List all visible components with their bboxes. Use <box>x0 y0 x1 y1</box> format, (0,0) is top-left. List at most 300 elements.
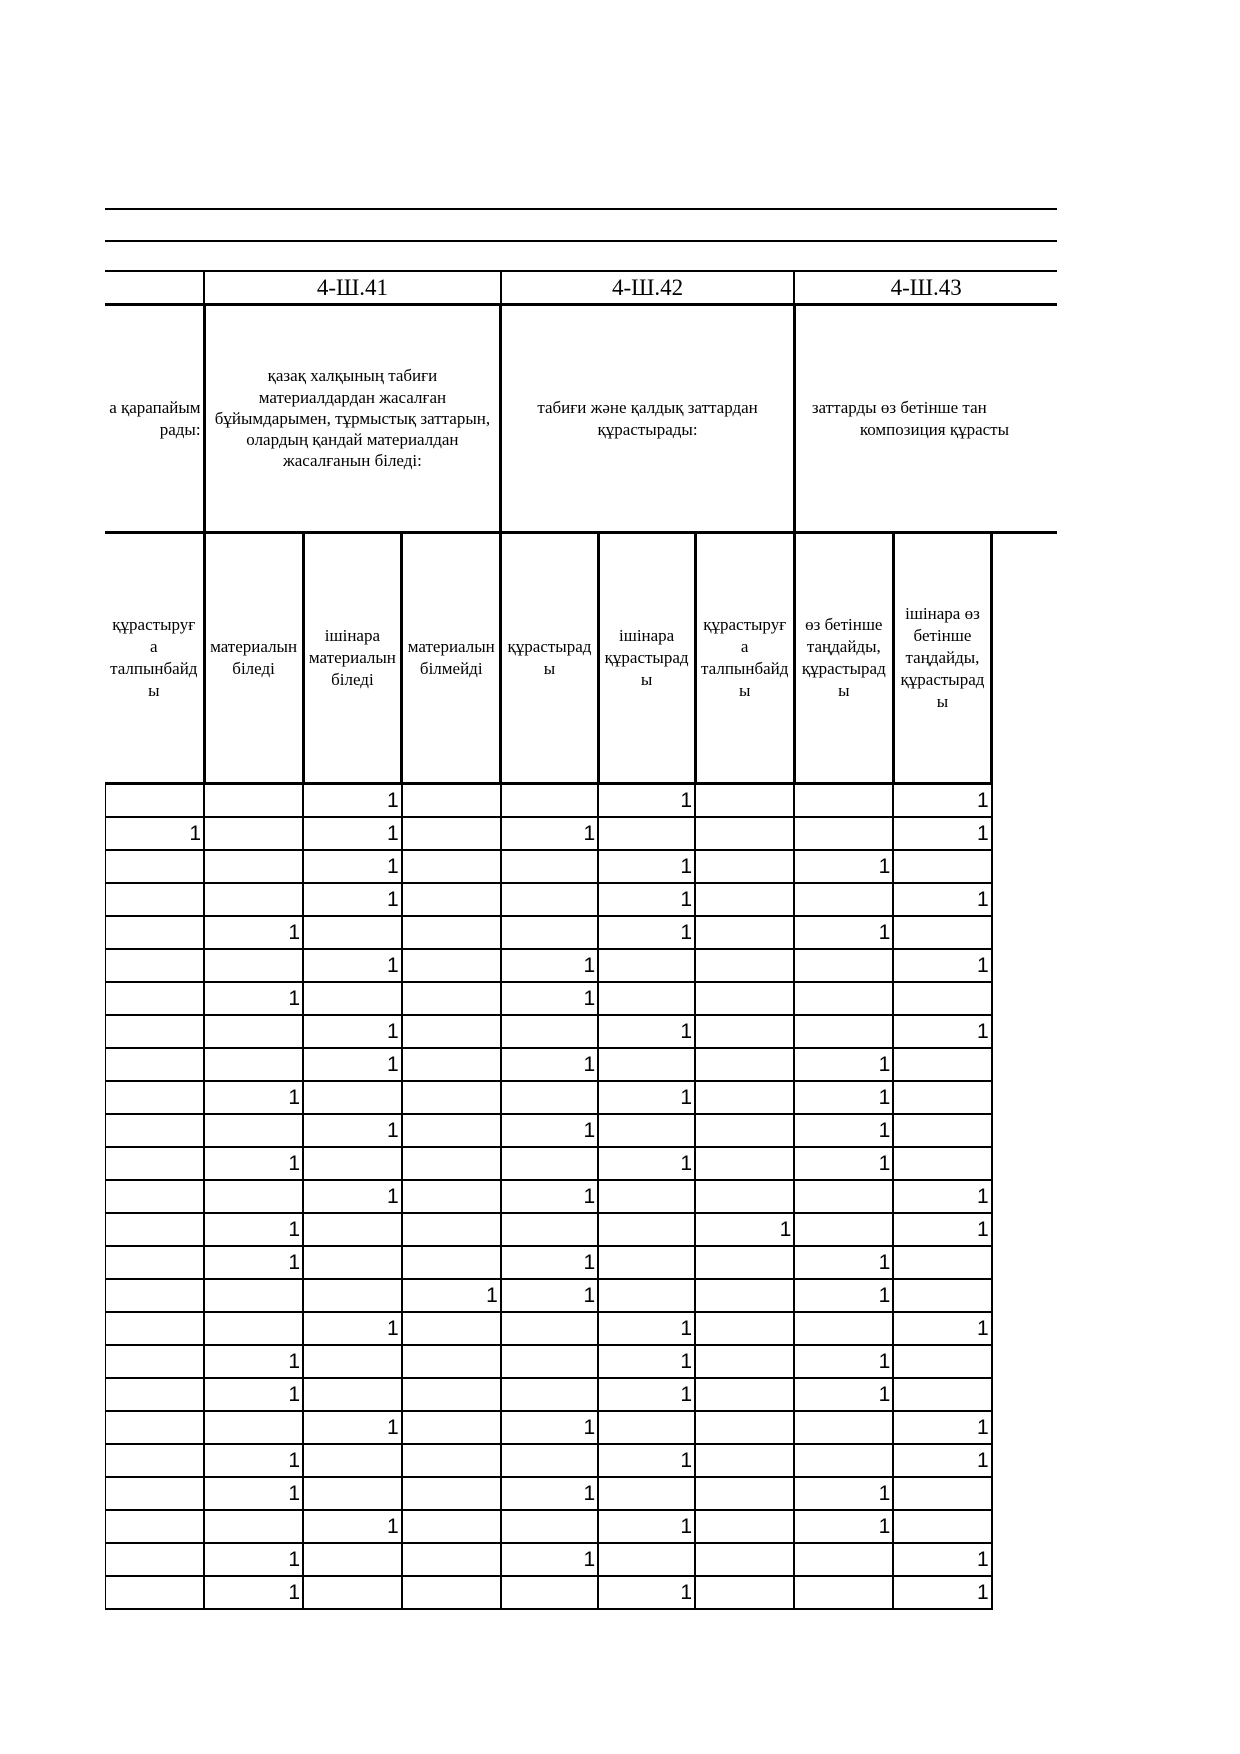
table-cell[interactable]: 1 <box>303 1510 402 1543</box>
table-cell[interactable] <box>501 1312 598 1345</box>
table-cell[interactable] <box>695 850 794 883</box>
table-cell[interactable] <box>402 1180 501 1213</box>
code-cell-prev <box>105 271 204 305</box>
table-cell[interactable]: 1 <box>598 1444 695 1477</box>
table-row <box>105 1279 1057 1312</box>
table-cell[interactable] <box>794 1213 893 1246</box>
code-row <box>105 271 1057 305</box>
table-cell[interactable] <box>794 817 893 850</box>
table-row <box>105 817 1057 850</box>
table-cell[interactable] <box>695 1312 794 1345</box>
description-41-text: қазақ халқының табиғи материалдардан жасалған бұйымдарымен, тұрмыстық заттарын, олардың қандай материалдан жасалғанын біледі: <box>214 366 491 471</box>
table-cell[interactable] <box>204 784 303 818</box>
table-cell[interactable]: 1 <box>501 1048 598 1081</box>
table-cell[interactable]: 1 <box>303 1114 402 1147</box>
subheader-line: таңдайды, <box>905 647 980 667</box>
table-cell[interactable] <box>402 1312 501 1345</box>
subheader-line: білмейді <box>419 659 483 678</box>
table-cell[interactable]: 1 <box>501 1411 598 1444</box>
table-cell[interactable] <box>105 1510 204 1543</box>
table-cell[interactable] <box>303 1213 402 1246</box>
table-cell[interactable] <box>204 1312 303 1345</box>
table-cell[interactable] <box>402 1477 501 1510</box>
table-cell[interactable] <box>105 1543 204 1576</box>
table-cell[interactable] <box>402 817 501 850</box>
table-row <box>105 784 1057 818</box>
table-cell-clipped <box>992 1444 1057 1477</box>
table-cell[interactable]: 1 <box>794 1279 893 1312</box>
table-cell[interactable] <box>501 784 598 818</box>
table-cell[interactable] <box>402 1345 501 1378</box>
table-cell[interactable]: 1 <box>794 1048 893 1081</box>
table-cell[interactable] <box>501 883 598 916</box>
table-cell[interactable] <box>695 1510 794 1543</box>
table-cell[interactable] <box>303 1576 402 1609</box>
table-cell[interactable]: 1 <box>893 949 991 982</box>
table-cell[interactable] <box>402 982 501 1015</box>
table-cell[interactable] <box>695 1180 794 1213</box>
table-cell[interactable]: 1 <box>204 1444 303 1477</box>
table-cell[interactable]: 1 <box>105 817 204 850</box>
table-cell[interactable] <box>695 982 794 1015</box>
table-cell[interactable] <box>893 982 991 1015</box>
table-row <box>105 1576 1057 1609</box>
table-cell[interactable]: 1 <box>893 1444 991 1477</box>
subheader-line: материалын <box>210 636 298 656</box>
table-cell[interactable]: 1 <box>794 1114 893 1147</box>
table-cell[interactable] <box>105 850 204 883</box>
table-cell[interactable] <box>303 1246 402 1279</box>
table-cell[interactable]: 1 <box>598 1015 695 1048</box>
table-cell[interactable] <box>501 850 598 883</box>
subheader-cell-1 <box>204 533 303 784</box>
table-cell[interactable] <box>794 1312 893 1345</box>
subheader-cell-4 <box>501 533 598 784</box>
table-row <box>105 1048 1057 1081</box>
table-cell[interactable] <box>598 1114 695 1147</box>
table-cell[interactable]: 1 <box>794 1378 893 1411</box>
table-cell[interactable] <box>402 1378 501 1411</box>
table-cell[interactable] <box>598 982 695 1015</box>
table-cell[interactable] <box>598 817 695 850</box>
table-cell[interactable]: 1 <box>303 1411 402 1444</box>
table-cell[interactable] <box>105 1246 204 1279</box>
table-cell-clipped <box>992 1246 1057 1279</box>
table-cell[interactable] <box>303 1081 402 1114</box>
table-cell[interactable]: 1 <box>893 1312 991 1345</box>
table-row <box>105 1180 1057 1213</box>
table-cell[interactable] <box>501 1015 598 1048</box>
table-cell[interactable] <box>695 1345 794 1378</box>
table-cell[interactable] <box>303 1477 402 1510</box>
table-cell[interactable] <box>794 1180 893 1213</box>
table-cell[interactable]: 1 <box>794 1147 893 1180</box>
table-cell[interactable] <box>695 1543 794 1576</box>
subheader-line: ы <box>640 670 653 690</box>
table-cell[interactable]: 1 <box>893 883 991 916</box>
table-cell[interactable] <box>303 1444 402 1477</box>
table-cell[interactable]: 1 <box>501 1477 598 1510</box>
table-cell[interactable] <box>598 1543 695 1576</box>
table-cell[interactable] <box>893 1279 991 1312</box>
table-row <box>105 1378 1057 1411</box>
subheader-line: талпынбайд <box>701 659 789 678</box>
table-row <box>105 1444 1057 1477</box>
table-cell[interactable] <box>893 1477 991 1510</box>
table-cell[interactable]: 1 <box>794 1081 893 1114</box>
subheader-line: ы <box>738 681 751 701</box>
table-cell[interactable] <box>695 883 794 916</box>
header-rule-middle <box>105 240 1057 242</box>
table-cell[interactable]: 1 <box>598 1378 695 1411</box>
table-cell[interactable] <box>105 1444 204 1477</box>
table-cell[interactable]: 1 <box>598 1312 695 1345</box>
table-cell[interactable] <box>794 1576 893 1609</box>
table-cell[interactable]: 1 <box>893 817 991 850</box>
table-cell[interactable] <box>695 1477 794 1510</box>
table-cell[interactable] <box>402 1213 501 1246</box>
table-cell[interactable] <box>402 1576 501 1609</box>
subheader-cell-8 <box>893 533 991 784</box>
table-cell[interactable] <box>402 1015 501 1048</box>
table-cell[interactable] <box>105 1213 204 1246</box>
table-cell[interactable] <box>303 1543 402 1576</box>
table-cell[interactable]: 1 <box>501 1543 598 1576</box>
table-cell[interactable] <box>695 1246 794 1279</box>
table-cell-clipped <box>992 883 1057 916</box>
table-cell[interactable]: 1 <box>501 1114 598 1147</box>
table-cell[interactable] <box>893 1378 991 1411</box>
table-cell[interactable] <box>204 1510 303 1543</box>
table-cell[interactable] <box>303 1345 402 1378</box>
table-cell[interactable] <box>501 1510 598 1543</box>
table-cell[interactable] <box>794 982 893 1015</box>
table-cell[interactable] <box>794 883 893 916</box>
table-cell[interactable]: 1 <box>893 1213 991 1246</box>
table-cell[interactable]: 1 <box>598 1147 695 1180</box>
table-cell[interactable] <box>501 1081 598 1114</box>
table-cell[interactable] <box>893 916 991 949</box>
table-cell[interactable] <box>105 883 204 916</box>
table-cell[interactable] <box>598 1411 695 1444</box>
subheader-line: бетінше <box>913 625 972 645</box>
table-cell-clipped <box>992 1114 1057 1147</box>
table-cell-clipped <box>992 1180 1057 1213</box>
table-cell[interactable] <box>402 1081 501 1114</box>
description-43-line2: композиция құрасты <box>859 419 1010 439</box>
subheader-line: материалын <box>308 647 396 667</box>
table-cell[interactable] <box>893 1081 991 1114</box>
table-cell[interactable] <box>695 1147 794 1180</box>
table-row <box>105 1477 1057 1510</box>
table-cell[interactable] <box>204 850 303 883</box>
table-cell[interactable] <box>204 1048 303 1081</box>
table-cell[interactable] <box>105 1015 204 1048</box>
table-cell[interactable] <box>598 1213 695 1246</box>
table-cell[interactable] <box>303 916 402 949</box>
table-cell[interactable]: 1 <box>893 1180 991 1213</box>
table-cell[interactable]: 1 <box>204 1213 303 1246</box>
table-cell[interactable] <box>402 1444 501 1477</box>
table-cell[interactable] <box>204 817 303 850</box>
table-cell[interactable]: 1 <box>695 1213 794 1246</box>
table-cell[interactable] <box>303 982 402 1015</box>
table-cell[interactable]: 1 <box>501 817 598 850</box>
table-cell[interactable] <box>695 1444 794 1477</box>
table-cell[interactable] <box>204 1180 303 1213</box>
table-cell[interactable]: 1 <box>598 883 695 916</box>
table-cell[interactable]: 1 <box>303 1180 402 1213</box>
table-cell-clipped <box>992 949 1057 982</box>
table-cell-clipped <box>992 916 1057 949</box>
table-cell[interactable]: 1 <box>501 982 598 1015</box>
table-cell[interactable] <box>402 1147 501 1180</box>
table-cell[interactable] <box>501 1576 598 1609</box>
subheader-line: ішінара <box>324 625 381 645</box>
description-43-line1: заттарды өз бетінше тан <box>811 398 987 418</box>
table-cell[interactable] <box>893 1048 991 1081</box>
table-cell[interactable] <box>402 1246 501 1279</box>
subheader-cell-3 <box>402 533 501 784</box>
table-row <box>105 982 1057 1015</box>
table-cell[interactable] <box>695 1279 794 1312</box>
subheader-line: біледі <box>232 659 275 678</box>
subheader-line: ы <box>148 681 160 701</box>
table-cell[interactable]: 1 <box>598 1081 695 1114</box>
table-cell[interactable] <box>204 1015 303 1048</box>
table-cell[interactable] <box>893 1510 991 1543</box>
table-cell[interactable]: 1 <box>794 1345 893 1378</box>
table-cell[interactable] <box>204 1411 303 1444</box>
description-43 <box>794 305 1057 533</box>
table-cell[interactable] <box>105 1114 204 1147</box>
subheader-line: құрастырад <box>900 670 985 690</box>
table-cell[interactable] <box>204 1114 303 1147</box>
table-cell[interactable]: 1 <box>204 916 303 949</box>
subheader-row <box>105 533 1057 784</box>
table-cell[interactable] <box>105 1477 204 1510</box>
subheader-line: біледі <box>331 670 374 690</box>
code-cell-42: 4-Ш.42 <box>501 271 795 305</box>
table-cell[interactable] <box>794 1015 893 1048</box>
table-cell[interactable]: 1 <box>204 1081 303 1114</box>
table-cell[interactable] <box>402 784 501 818</box>
table-cell[interactable]: 1 <box>303 883 402 916</box>
table-cell[interactable] <box>695 784 794 818</box>
subheader-line: құрастыруғ <box>703 614 787 634</box>
table-cell[interactable] <box>105 916 204 949</box>
table-cell[interactable] <box>402 1411 501 1444</box>
table-cell[interactable]: 1 <box>893 784 991 818</box>
table-cell[interactable] <box>794 949 893 982</box>
table-cell[interactable]: 1 <box>893 1576 991 1609</box>
table-cell[interactable]: 1 <box>794 916 893 949</box>
table-cell[interactable]: 1 <box>893 1411 991 1444</box>
table-cell[interactable] <box>695 1081 794 1114</box>
table-cell[interactable] <box>695 1048 794 1081</box>
table-cell[interactable]: 1 <box>794 1477 893 1510</box>
table-cell-clipped <box>992 784 1057 818</box>
table-cell[interactable]: 1 <box>204 1345 303 1378</box>
table-cell[interactable] <box>794 784 893 818</box>
table-cell[interactable]: 1 <box>893 1015 991 1048</box>
table-cell[interactable] <box>105 1048 204 1081</box>
subheader-line: ішінара өз <box>905 603 980 623</box>
subheader-line: құрастырад <box>801 659 886 678</box>
table-cell[interactable] <box>598 1180 695 1213</box>
table-cell[interactable] <box>303 1378 402 1411</box>
table-cell[interactable] <box>695 1015 794 1048</box>
table-cell[interactable] <box>695 949 794 982</box>
table-cell[interactable] <box>402 850 501 883</box>
table-cell[interactable] <box>893 1114 991 1147</box>
table-cell[interactable]: 1 <box>501 1279 598 1312</box>
table-cell[interactable] <box>598 1246 695 1279</box>
assessment-table <box>105 270 1057 1610</box>
table-cell-clipped <box>992 1147 1057 1180</box>
description-42 <box>501 305 795 533</box>
description-42-text: табиғи және қалдық заттардан құрастырады: <box>537 398 758 439</box>
subheader-line: ы <box>936 692 949 712</box>
table-cell[interactable] <box>695 817 794 850</box>
table-cell[interactable]: 1 <box>794 1510 893 1543</box>
table-cell[interactable]: 1 <box>204 1477 303 1510</box>
table-cell[interactable]: 1 <box>303 1312 402 1345</box>
table-cell[interactable]: 1 <box>303 784 402 818</box>
table-cell[interactable]: 1 <box>204 1543 303 1576</box>
table-cell[interactable]: 1 <box>303 850 402 883</box>
table-cell[interactable] <box>402 1048 501 1081</box>
table-cell[interactable] <box>303 1279 402 1312</box>
table-cell[interactable] <box>501 1345 598 1378</box>
table-cell[interactable]: 1 <box>501 1180 598 1213</box>
table-cell[interactable] <box>501 1213 598 1246</box>
table-cell[interactable] <box>893 1345 991 1378</box>
subheader-line: ішінара <box>619 625 675 645</box>
table-cell[interactable] <box>105 1279 204 1312</box>
table-cell[interactable] <box>105 1378 204 1411</box>
subheader-line: құрастыруғ <box>112 614 196 634</box>
table-viewport <box>105 270 1058 1640</box>
table-cell[interactable]: 1 <box>204 1147 303 1180</box>
subheader-line: ы <box>543 659 556 678</box>
table-cell[interactable]: 1 <box>598 1345 695 1378</box>
table-cell[interactable] <box>105 784 204 818</box>
table-cell[interactable] <box>105 1312 204 1345</box>
table-cell[interactable] <box>402 1114 501 1147</box>
table-cell[interactable] <box>794 1543 893 1576</box>
table-cell[interactable] <box>105 1576 204 1609</box>
table-cell[interactable]: 1 <box>402 1279 501 1312</box>
table-cell[interactable] <box>105 949 204 982</box>
table-cell[interactable]: 1 <box>204 1378 303 1411</box>
table-cell[interactable]: 1 <box>598 850 695 883</box>
table-cell-clipped <box>992 1477 1057 1510</box>
table-cell[interactable] <box>402 916 501 949</box>
table-cell[interactable]: 1 <box>794 1246 893 1279</box>
table-cell[interactable] <box>893 850 991 883</box>
table-cell[interactable] <box>204 1279 303 1312</box>
table-cell[interactable] <box>695 1576 794 1609</box>
table-row <box>105 1015 1057 1048</box>
table-cell[interactable]: 1 <box>303 1015 402 1048</box>
table-cell[interactable] <box>598 949 695 982</box>
table-cell[interactable] <box>501 1378 598 1411</box>
table-cell[interactable]: 1 <box>501 1246 598 1279</box>
table-cell[interactable]: 1 <box>303 1048 402 1081</box>
table-cell[interactable]: 1 <box>598 916 695 949</box>
table-cell[interactable] <box>501 1444 598 1477</box>
table-cell[interactable] <box>598 1048 695 1081</box>
subheader-cell-0 <box>105 533 204 784</box>
table-cell[interactable] <box>893 1246 991 1279</box>
table-cell[interactable] <box>204 883 303 916</box>
table-cell[interactable] <box>402 1543 501 1576</box>
table-cell[interactable] <box>303 1147 402 1180</box>
description-prev-line1: а қарапайым <box>109 398 201 418</box>
table-cell[interactable]: 1 <box>303 949 402 982</box>
table-cell-clipped <box>992 1048 1057 1081</box>
table-cell[interactable] <box>794 1444 893 1477</box>
table-cell[interactable]: 1 <box>893 1543 991 1576</box>
table-cell[interactable] <box>501 1147 598 1180</box>
table-row <box>105 1345 1057 1378</box>
table-cell[interactable]: 1 <box>598 784 695 818</box>
table-row <box>105 1213 1057 1246</box>
table-row <box>105 1246 1057 1279</box>
table-cell[interactable]: 1 <box>598 1510 695 1543</box>
table-cell[interactable]: 1 <box>204 1576 303 1609</box>
table-cell[interactable] <box>695 1378 794 1411</box>
table-cell-clipped <box>992 850 1057 883</box>
table-row <box>105 883 1057 916</box>
table-cell[interactable] <box>204 949 303 982</box>
subheader-cell-6 <box>695 533 794 784</box>
table-row <box>105 1147 1057 1180</box>
table-cell[interactable] <box>794 1411 893 1444</box>
table-cell[interactable] <box>695 1114 794 1147</box>
table-cell[interactable] <box>695 1411 794 1444</box>
table-cell[interactable] <box>695 916 794 949</box>
table-cell-clipped <box>992 982 1057 1015</box>
table-cell[interactable] <box>105 1147 204 1180</box>
table-cell[interactable]: 1 <box>598 1576 695 1609</box>
header-rule-top <box>105 208 1057 210</box>
table-cell[interactable]: 1 <box>501 949 598 982</box>
description-prev <box>105 305 204 533</box>
table-cell[interactable] <box>105 1411 204 1444</box>
subheader-line: а <box>150 636 158 656</box>
table-cell[interactable] <box>402 949 501 982</box>
table-cell[interactable]: 1 <box>204 1246 303 1279</box>
table-cell[interactable] <box>402 1510 501 1543</box>
table-row <box>105 1510 1057 1543</box>
table-cell[interactable] <box>893 1147 991 1180</box>
table-cell[interactable] <box>105 1345 204 1378</box>
table-cell[interactable] <box>105 982 204 1015</box>
table-cell[interactable] <box>598 1477 695 1510</box>
table-cell[interactable]: 1 <box>204 982 303 1015</box>
table-cell[interactable]: 1 <box>794 850 893 883</box>
table-cell[interactable] <box>105 1081 204 1114</box>
table-cell[interactable]: 1 <box>303 817 402 850</box>
table-cell[interactable] <box>402 883 501 916</box>
description-prev-line2: рады: <box>159 419 201 439</box>
table-cell[interactable] <box>105 1180 204 1213</box>
table-cell[interactable] <box>598 1279 695 1312</box>
table-cell-clipped <box>992 1411 1057 1444</box>
table-cell[interactable] <box>501 916 598 949</box>
